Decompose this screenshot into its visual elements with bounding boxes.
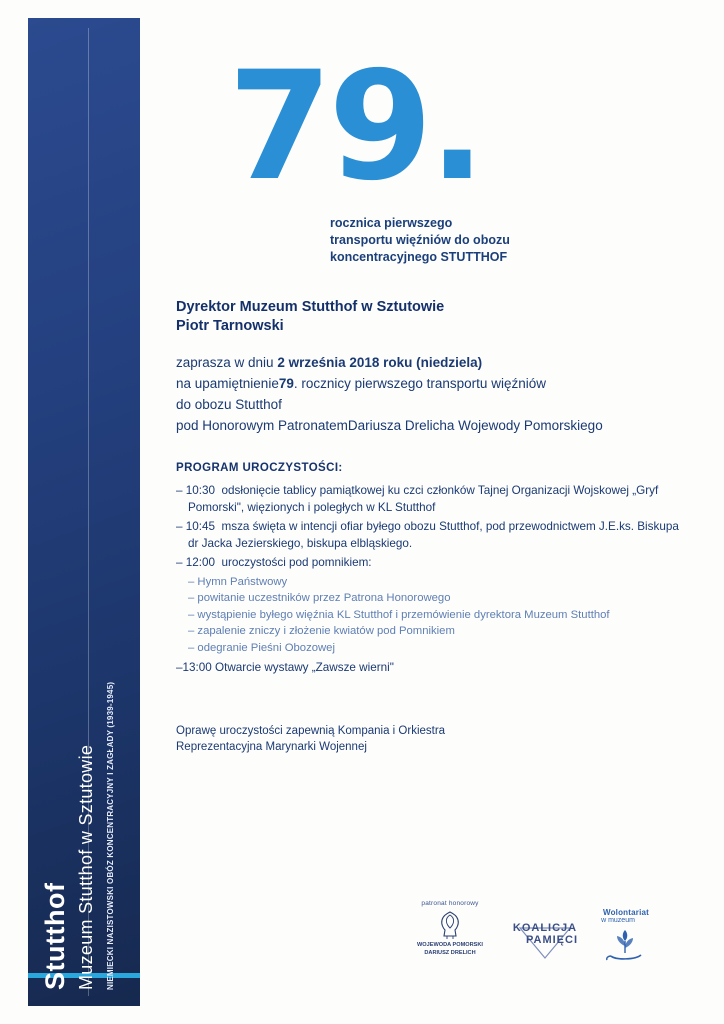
program-heading: PROGRAM UROCZYSTOŚCI: bbox=[176, 462, 343, 474]
program-sub-item-text: zapalenie zniczy i złożenie kwiatów pod Pomnikiem bbox=[197, 625, 455, 637]
anniversary-caption-line1: rocznica pierwszego bbox=[330, 216, 453, 230]
anniversary-caption-line3: koncentracyjnego STUTTHOF bbox=[330, 250, 508, 264]
wolontariat-line-1: Wolontariat bbox=[602, 908, 650, 917]
invitation-line-3: do obozu Stutthof bbox=[176, 397, 282, 412]
program-item-text: odsłonięcie tablicy pamiątkowej ku czci członków Tajnej Organizacji Wojskowej „Gryf Pomorski", więzionych i poległych w KL Stutthof bbox=[188, 484, 659, 514]
invitation-line-2 bbox=[176, 373, 686, 394]
koalicja-line-1: KOALICJA bbox=[512, 922, 578, 934]
invitation-line2-number: 79 bbox=[278, 376, 294, 391]
program-item-final: –13:00 Otwarcie wystawy „Zawsze wierni" bbox=[176, 661, 394, 674]
program-sub-list bbox=[176, 575, 686, 657]
director-line-1: Dyrektor Muzeum Stutthof w Sztutowie bbox=[176, 299, 445, 315]
koalicja-pamieci-logo bbox=[500, 922, 590, 946]
invitation-line-4 bbox=[176, 415, 686, 436]
program-item-text: msza święta w intencji ofiar byłego obozu Stutthof, pod przewodnictwem J.E.ks. Biskupa dr Jacka Jezierskiego, biskupa elbląskiego. bbox=[188, 520, 679, 550]
koalicja-line-2: PAMIĘCI bbox=[525, 934, 579, 946]
invitation-line2-prefix: na upamiętnienie bbox=[176, 376, 279, 391]
museum-brand-subtitle: Muzeum Stutthof w Sztutowie bbox=[76, 744, 96, 990]
program-item-time: 10:30 bbox=[185, 484, 215, 497]
museum-brand-title: Stutthof bbox=[40, 882, 70, 990]
program-sub-item-text: wystąpienie byłego więźnia KL Stutthof i przemówienie dyrektora Muzeum Stutthof bbox=[197, 608, 610, 621]
footnote-line-1: Oprawę uroczystości zapewnią Kompania i Orkiestra bbox=[176, 724, 446, 737]
logo-row bbox=[380, 900, 670, 990]
footnote-line-2: Reprezentacyjna Marynarki Wojennej bbox=[176, 740, 367, 753]
main-content bbox=[176, 298, 686, 755]
patronage-prefix: pod Honorowym Patronatem bbox=[176, 418, 348, 433]
program-item: – 10:30 odsłonięcie tablicy pamiątkowej ku czci członków Tajnej Organizacji Wojskowej „Gryf Pomorski", więzionych i poległych w KL Stutthof bbox=[176, 484, 659, 514]
program-sub-item-text: Hymn Państwowy bbox=[197, 575, 288, 588]
program-item: – 12:00 uroczystości pod pomnikiem: bbox=[176, 556, 372, 569]
program-sub-item-text: odegranie Pieśni Obozowej bbox=[197, 641, 335, 654]
patronage-name-line-1: WOJEWODA POMORSKI bbox=[417, 942, 483, 948]
program-item: – 10:45 msza święta w intencji ofiar byłego obozu Stutthof, pod przewodnictwem J.E.ks. Biskupa dr Jacka Jezierskiego, biskupa elbląskiego. bbox=[176, 520, 679, 550]
program-sub-item: – zapalenie zniczy i złożenie kwiatów pod Pomnikiem bbox=[188, 625, 455, 637]
anniversary-caption bbox=[330, 215, 660, 266]
director-block bbox=[176, 298, 686, 336]
program-item-time: 10:45 bbox=[185, 520, 215, 533]
program-item-time: 12:00 bbox=[185, 556, 215, 569]
patronage-name: Dariusza Drelicha Wojewody Pomorskiego bbox=[347, 418, 603, 433]
anniversary-numeral-block bbox=[228, 40, 482, 214]
anniversary-number: 79 bbox=[228, 40, 429, 214]
hand-plant-icon bbox=[580, 926, 672, 971]
polish-eagle-icon bbox=[436, 910, 464, 940]
invitation-line-1 bbox=[176, 352, 686, 373]
patronage-name-line-2: DARIUSZ DRELICH bbox=[424, 949, 476, 956]
invitation-paragraph bbox=[176, 352, 686, 436]
director-line-2: Piotr Tarnowski bbox=[176, 318, 284, 334]
museum-brand-smallprint: NIEMIECKI NAZISTOWSKI OBÓZ KONCENTRACYJNY I ZAGŁADY (1939-1945) bbox=[106, 681, 115, 990]
program-sub-item-text: powitanie uczestników przez Patrona Honorowego bbox=[197, 592, 451, 604]
program-sub-item: – wystąpienie byłego więźnia KL Stutthof i przemówienie dyrektora Muzeum Stutthof bbox=[188, 608, 610, 621]
footnote-block bbox=[176, 723, 686, 755]
program-sub-item: – Hymn Państwowy bbox=[188, 575, 288, 588]
program-sub-item: – odegranie Pieśni Obozowej bbox=[188, 641, 335, 654]
anniversary-number-dot: . bbox=[428, 40, 482, 214]
anniversary-caption-line2: transportu więźniów do obozu bbox=[330, 233, 510, 247]
patronage-logo-block bbox=[390, 900, 510, 957]
left-blue-band bbox=[28, 18, 140, 1006]
program-item-text: uroczystości pod pomnikiem: bbox=[221, 556, 372, 569]
invitation-date: 2 września 2018 roku (niedziela) bbox=[277, 355, 483, 370]
wolontariat-logo bbox=[580, 908, 672, 971]
program-sub-item: – powitanie uczestników przez Patrona Honorowego bbox=[188, 592, 451, 604]
patronage-caption: patronat honorowy bbox=[421, 900, 479, 907]
program-list bbox=[176, 483, 686, 677]
invitation-prefix: zaprasza w dniu bbox=[176, 355, 278, 370]
wolontariat-line-2: w muzeum bbox=[601, 917, 635, 924]
invitation-line2-suffix: . rocznicy pierwszego transportu więźniów bbox=[293, 376, 546, 391]
